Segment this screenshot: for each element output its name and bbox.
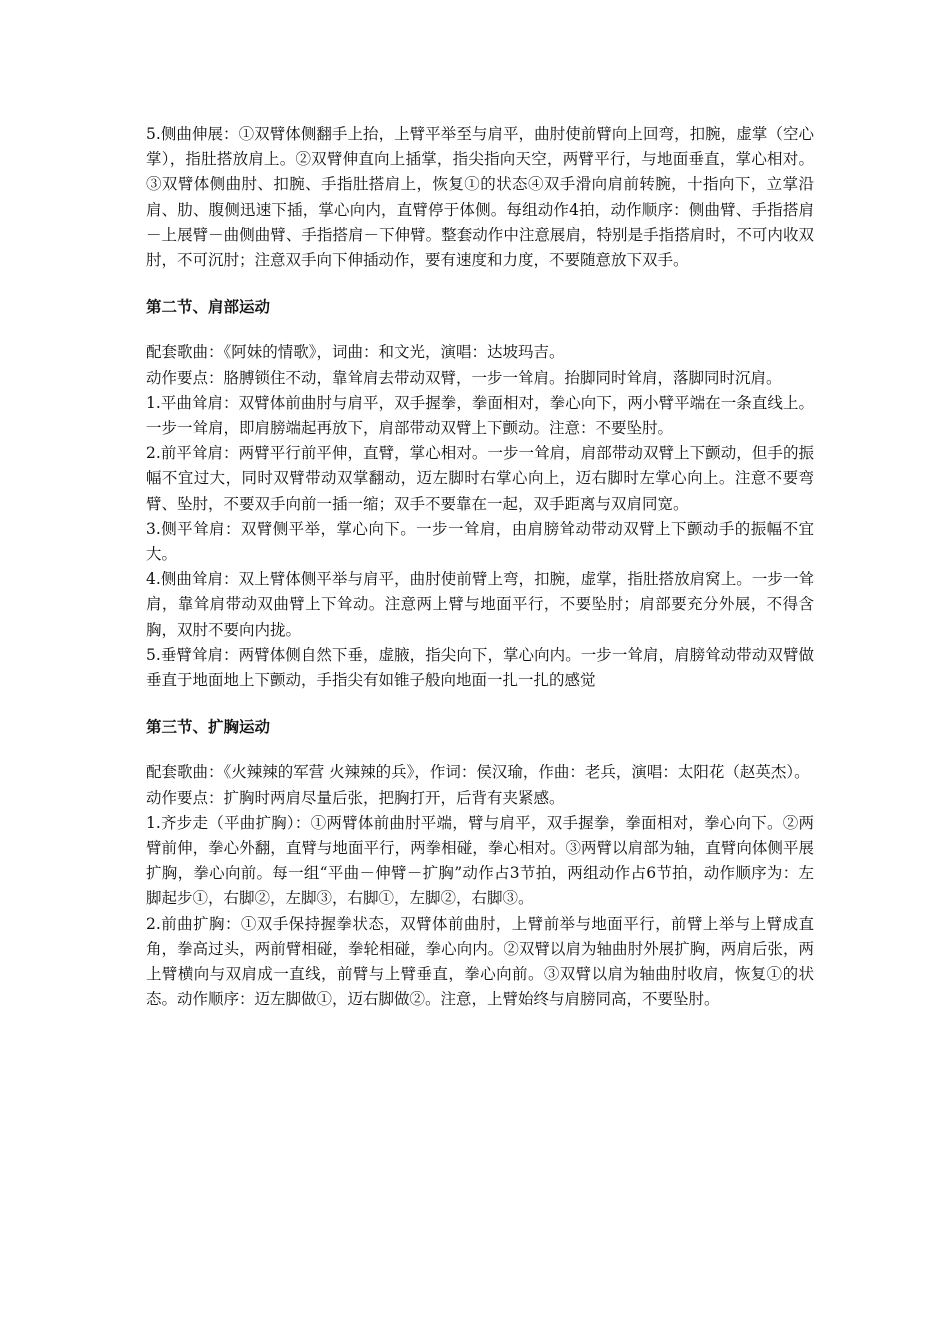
paragraph-song-info: 配套歌曲：《火辣辣的军营 火辣辣的兵》，作词：侯汉瑜，作曲：老兵，演唱：太阳花（赵英杰）。	[146, 763, 810, 782]
paragraph-song-info: 配套歌曲：《阿妹的情歌》，词曲：和文光，演唱：达坡玛吉。	[146, 343, 565, 362]
section-2-body	[146, 340, 814, 693]
document-page	[146, 122, 814, 1013]
paragraph-key-points: 动作要点：扩胸时两肩尽量后张，把胸打开，后背有夹紧感。	[146, 788, 565, 807]
paragraph-step-5: 5.垂臂耸肩：两臂体侧自然下垂，虚腋，指尖向下，掌心向内。一步一耸肩，肩膀耸动带动双臂做垂直于地面地上下颤动，手指尖有如锥子般向地面一扎一扎的感觉	[146, 645, 814, 690]
paragraph-step-1: 1.齐步走（平曲扩胸）：①两臂体前曲肘平端，臂与肩平，双手握拳，拳面相对，拳心向下。②两臂前伸，拳心外翻，直臂与地面平行，两拳相碰，拳心相对。③两臂以肩部为轴，直臂向体侧平展扩胸，拳心向前。每一组“平曲－伸臂－扩胸”动作占3节拍，两组动作占6节拍，动作顺序为：左脚起步①，右脚②，左脚③，右脚①，左脚②，右脚③。	[146, 813, 814, 908]
section-3-title: 第三节、扩胸运动	[146, 718, 271, 737]
paragraph-step-2: 2.前曲扩胸：①双手保持握拳状态，双臂体前曲肘，上臂前举与地面平行，前臂上举与上臂成直角，拳高过头，两前臂相碰，拳轮相碰，拳心向内。②双臂以肩为轴曲肘外展扩胸，两肩后张，两上臂横向与双肩成一直线，前臂与上臂垂直，拳心向前。③双臂以肩为轴曲肘收肩，恢复①的状态。动作顺序：迈左脚做①，迈右脚做②。注意，上臂始终与肩膀同高，不要坠肘。	[146, 914, 814, 1009]
paragraph-step-2: 2.前平耸肩：两臂平行前平伸，直臂，掌心相对。一步一耸肩，肩部带动双臂上下颤动，但手的振幅不宜过大，同时双臂带动双掌翻动，迈左脚时右掌心向上，迈右脚时左掌心向上。注意不要弯臂、坠肘，不要双手向前一插一缩；双手不要靠在一起，双手距离与双肩同宽。	[146, 444, 814, 513]
section-2-title: 第二节、肩部运动	[146, 298, 271, 317]
paragraph-side-bend-stretch: 5.侧曲伸展：①双臂体侧翻手上抬，上臂平举至与肩平，曲肘使前臂向上回弯，扣腕，虚掌（空心掌），指肚搭放肩上。②双臂伸直向上插掌，指尖指向天空，两臂平行，与地面垂直，掌心相对。③双臂体侧曲肘、扣腕、手指肚搭肩上，恢复①的状态④双手滑向肩前转腕，十指向下，立掌沿肩、肋、腹侧迅速下插，掌心向内，直臂停于体侧。每组动作4拍，动作顺序：侧曲臂、手指搭肩－上展臂－曲侧曲臂、手指搭肩－下伸臂。整套动作中注意展肩，特别是手指搭肩时，不可内收双肘，不可沉肘；注意双手向下伸插动作，要有速度和力度，不要随意放下双手。	[146, 125, 814, 270]
paragraph-step-4: 4.侧曲耸肩：双上臂体侧平举与肩平，曲肘使前臂上弯，扣腕，虚掌，指肚搭放肩窝上。一步一耸肩，靠耸肩带动双曲臂上下耸动。注意两上臂与地面平行，不要坠肘；肩部要充分外展，不得含胸，双肘不要向内拢。	[146, 570, 814, 639]
section-1-body	[146, 122, 814, 273]
paragraph-step-1: 1.平曲耸肩：双臂体前曲肘与肩平，双手握拳，拳面相对，拳心向下，两小臂平端在一条直线上。一步一耸肩，即肩膀端起再放下，肩部带动双臂上下颤动。注意：不要坠肘。	[146, 393, 814, 438]
paragraph-key-points: 动作要点：胳膊锁住不动，靠耸肩去带动双臂，一步一耸肩。抬脚同时耸肩，落脚同时沉肩。	[146, 368, 782, 387]
paragraph-step-3: 3.侧平耸肩：双臂侧平举，掌心向下。一步一耸肩，由肩膀耸动带动双臂上下颤动手的振幅不宜大。	[146, 519, 814, 564]
section-3-body	[146, 760, 814, 1012]
